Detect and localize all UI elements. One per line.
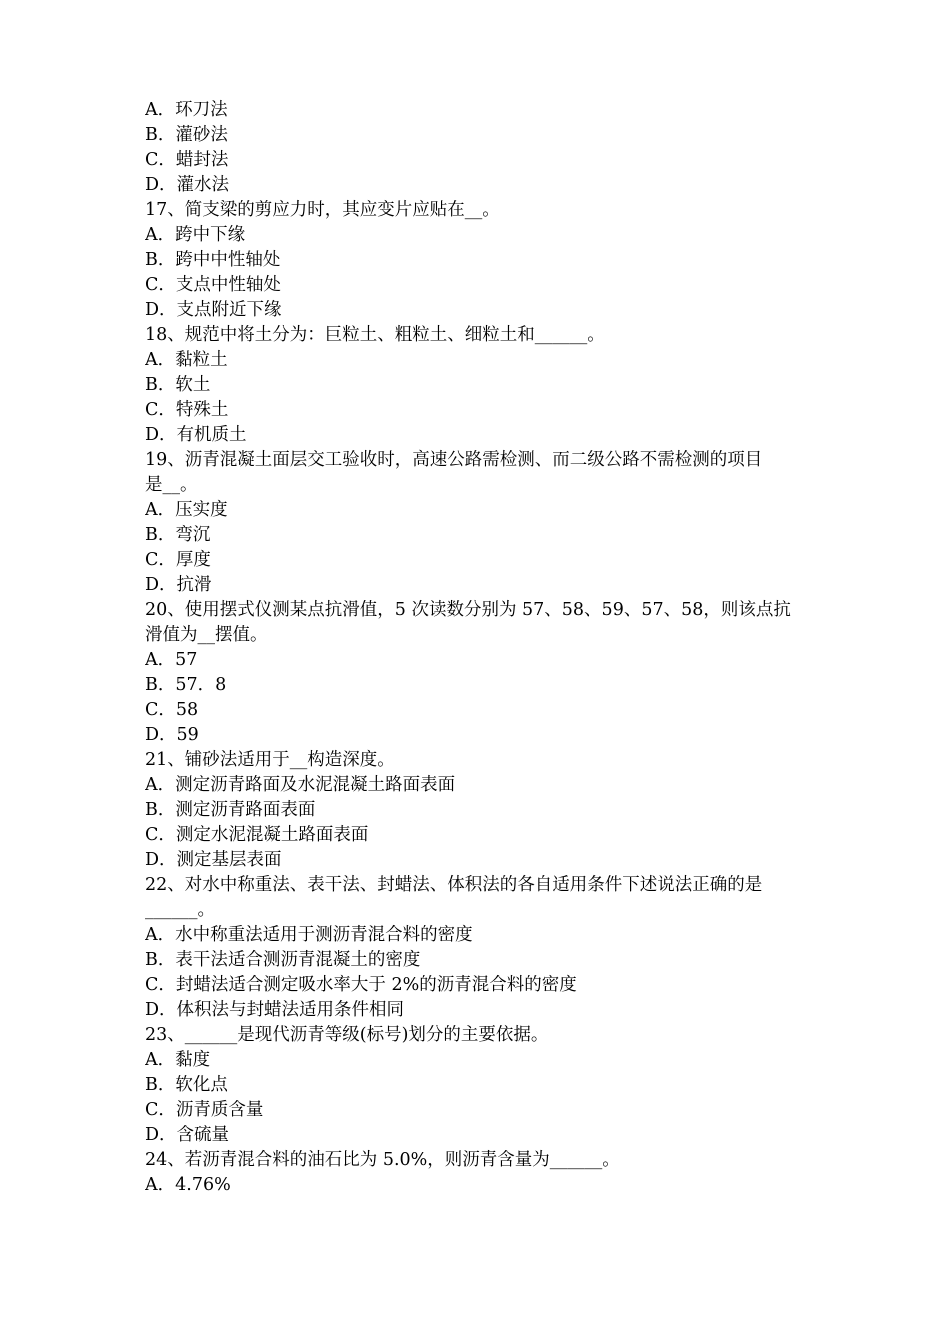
option-line: D．抗滑 bbox=[145, 575, 212, 595]
option-line: C．封蜡法适合测定吸水率大于 2%的沥青混合料的密度 bbox=[145, 975, 577, 995]
option-line: A．57 bbox=[145, 650, 198, 670]
option-line: D．含硫量 bbox=[145, 1125, 230, 1145]
option-line: A．黏度 bbox=[145, 1050, 211, 1070]
option-line: B．软土 bbox=[145, 375, 211, 395]
option-line: A．测定沥青路面及水泥混凝土路面表面 bbox=[145, 775, 456, 795]
option-line: C．厚度 bbox=[145, 550, 211, 570]
question-line: 23、______是现代沥青等级(标号)划分的主要依据。 bbox=[145, 1025, 549, 1045]
option-line: A．压实度 bbox=[145, 500, 228, 520]
question-line-continued: 是__。 bbox=[145, 475, 198, 495]
question-line-continued: 滑值为__摆值。 bbox=[145, 625, 268, 645]
question-line: 22、对水中称重法、表干法、封蜡法、体积法的各自适用条件下述说法正确的是 bbox=[145, 875, 763, 895]
option-line: C．沥青质含量 bbox=[145, 1100, 264, 1120]
option-line: C．58 bbox=[145, 700, 199, 720]
option-line: B．弯沉 bbox=[145, 525, 211, 545]
option-line: A．黏粒土 bbox=[145, 350, 228, 370]
question-line-continued: ______。 bbox=[145, 900, 215, 920]
question-line: 24、若沥青混合料的油石比为 5.0%，则沥青含量为______。 bbox=[145, 1150, 620, 1170]
question-line: 17、简支梁的剪应力时，其应变片应贴在__。 bbox=[145, 200, 500, 220]
option-line: A．环刀法 bbox=[145, 100, 228, 120]
option-line: D．体积法与封蜡法适用条件相同 bbox=[145, 1000, 405, 1020]
option-line: D．有机质土 bbox=[145, 425, 247, 445]
question-line: 19、沥青混凝土面层交工验收时，高速公路需检测、而二级公路不需检测的项目 bbox=[145, 450, 763, 470]
option-line: C．蜡封法 bbox=[145, 150, 229, 170]
option-line: D．支点附近下缘 bbox=[145, 300, 282, 320]
option-line: B．灌砂法 bbox=[145, 125, 228, 145]
option-line: C．支点中性轴处 bbox=[145, 275, 281, 295]
option-line: D．测定基层表面 bbox=[145, 850, 282, 870]
document-page bbox=[145, 98, 820, 1198]
question-line: 18、规范中将土分为：巨粒土、粗粒土、细粒土和______。 bbox=[145, 325, 605, 345]
option-line: A．4.76% bbox=[145, 1175, 231, 1195]
option-line: A．水中称重法适用于测沥青混合料的密度 bbox=[145, 925, 473, 945]
option-line: B．表干法适合测沥青混凝土的密度 bbox=[145, 950, 421, 970]
question-line: 20、使用摆式仪测某点抗滑值，5 次读数分别为 57、58、59、57、58，则该点抗 bbox=[145, 600, 791, 620]
option-line: D．59 bbox=[145, 725, 199, 745]
option-line: B．57．8 bbox=[145, 675, 227, 695]
option-line: B．跨中中性轴处 bbox=[145, 250, 281, 270]
option-line: C．测定水泥混凝土路面表面 bbox=[145, 825, 369, 845]
question-line: 21、铺砂法适用于__构造深度。 bbox=[145, 750, 395, 770]
option-line: A．跨中下缘 bbox=[145, 225, 246, 245]
option-line: B．测定沥青路面表面 bbox=[145, 800, 316, 820]
option-line: B．软化点 bbox=[145, 1075, 228, 1095]
option-line: D．灌水法 bbox=[145, 175, 230, 195]
option-line: C．特殊土 bbox=[145, 400, 229, 420]
